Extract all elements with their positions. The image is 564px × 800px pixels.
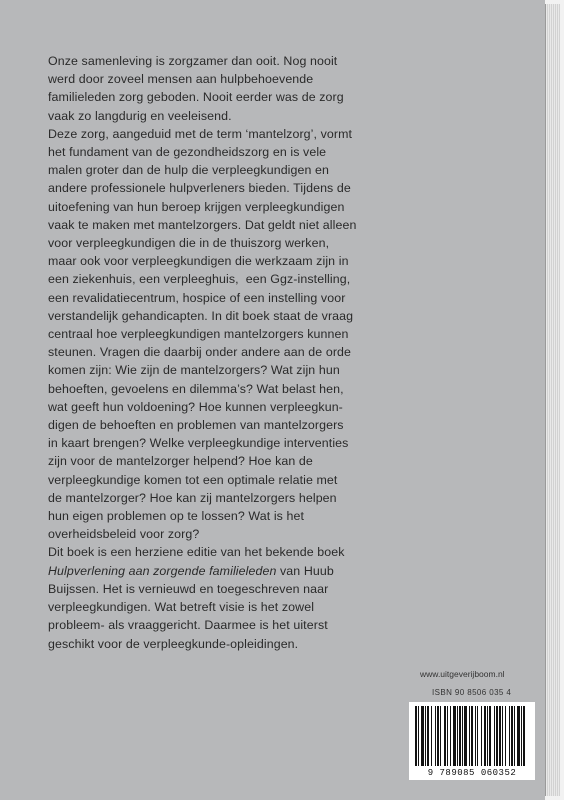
barcode-bar <box>505 706 506 766</box>
barcode-bar <box>514 706 515 766</box>
barcode-bar <box>471 706 473 766</box>
blurb-text <box>48 52 528 653</box>
text-line: in kaart brengen? Welke verpleegkundige interventies <box>48 436 349 451</box>
barcode-bar <box>509 706 510 766</box>
text-line: Onze samenleving is zorgzamer dan ooit. Nog nooit <box>48 54 338 68</box>
barcode-bar <box>459 706 461 766</box>
text-line: digen de behoeften en problemen van mantelzorgers <box>48 418 344 433</box>
barcode-bar <box>425 706 426 766</box>
barcode-bar <box>435 706 436 766</box>
text-line: voor verpleegkundigen die in de thuiszorg werken, <box>48 236 330 251</box>
text-line: een ziekenhuis, een verpleeghuis, een Ggz-instelling, <box>48 272 351 287</box>
text-line: centraal hoe verpleegkundigen mantelzorgers kunnen <box>48 327 349 342</box>
text-line: maar ook voor verpleegkundigen die werkzaam zijn in <box>48 254 349 269</box>
author-text: van Huub <box>276 563 334 578</box>
barcode-bar <box>431 706 432 766</box>
text-line: Deze zorg, aangeduid met de term ‘mantelzorg’, vormt <box>48 126 353 141</box>
barcode-bar <box>489 706 491 766</box>
paragraph-2 <box>48 125 528 544</box>
barcode-bar <box>477 706 478 766</box>
publisher-website: www.uitgeverijboom.nl <box>420 669 505 679</box>
barcode-bar <box>457 706 458 766</box>
barcode-bar <box>499 706 501 766</box>
text-line: komen zijn: Wie zijn de mantelzorgers? Wat zijn hun <box>48 363 340 378</box>
barcode-bar <box>444 706 446 766</box>
text-line: Buijssen. Het is vernieuwd en toegeschreven naar <box>48 581 329 596</box>
book-title-italic: Hulpverlening aan zorgende familieleden <box>48 563 277 578</box>
barcode-bar <box>418 706 419 766</box>
text-line: wat geeft hun voldoening? Hoe kunnen verpleegkun- <box>48 399 343 414</box>
barcode-bar <box>447 706 448 766</box>
barcode-bar <box>494 706 495 766</box>
text-line: het fundament van de gezondheidszorg en is vele <box>48 145 327 160</box>
barcode-bar <box>469 706 470 766</box>
text-line: vaak zo langdurig en veeleisend. <box>48 108 232 123</box>
page-edges <box>545 4 560 796</box>
text-line: andere professionele hulpverleners bieden. Tijdens de <box>48 181 351 196</box>
text-line: werd door zoveel mensen aan hulpbehoevende <box>48 72 314 87</box>
text-line: behoeften, gevoelens en dilemma’s? Wat belast hen, <box>48 381 344 396</box>
isbn-text: ISBN 90 8506 035 4 <box>432 688 512 697</box>
barcode-number: 9 789085 060352 <box>427 768 517 778</box>
text-line: malen groter dan de hulp die verpleegkundigen en <box>48 163 330 178</box>
text-line: verpleegkundigen. Wat betreft visie is het zowel <box>48 600 315 615</box>
text-line: familieleden zorg geboden. Nooit eerder was de zorg <box>48 90 344 105</box>
barcode-bar <box>521 706 522 766</box>
barcode-bar <box>453 706 456 766</box>
barcode-bar <box>464 706 467 766</box>
paragraph-3 <box>48 543 528 652</box>
barcode-bar <box>487 706 488 766</box>
text-line: zijn voor de mantelzorger helpend? Hoe kan de <box>48 454 313 469</box>
text-line <box>48 562 528 580</box>
barcode-bar <box>475 706 476 766</box>
text-line: verpleegkundige komen tot een optimale relatie met <box>48 472 338 487</box>
text-line: uitoefening van hun beroep krijgen verpleegkundigen <box>48 199 345 214</box>
text-line: steunen. Vragen die daarbij onder andere aan de orde <box>48 345 352 360</box>
barcode-bar <box>496 706 498 766</box>
text-line: overheidsbeleid voor zorg? <box>48 527 200 542</box>
barcode <box>409 702 535 780</box>
text-line: probleem- als vraaggericht. Daarmee is het uiterst <box>48 618 328 633</box>
text-line: hun eigen problemen op te lossen? Wat is het <box>48 509 305 524</box>
barcode-bar <box>511 706 513 766</box>
barcode-bar <box>440 706 441 766</box>
text-line: Dit boek is een herziene editie van het bekende boek <box>48 545 345 560</box>
text-line: de mantelzorger? Hoe kan zij mantelzorgers helpen <box>48 490 337 505</box>
barcode-bar <box>462 706 463 766</box>
barcode-bar <box>484 706 486 766</box>
barcode-bar <box>502 706 503 766</box>
barcode-bars <box>415 706 529 768</box>
text-line: geschikt voor de verpleegkunde-opleidingen. <box>48 636 299 651</box>
barcode-bar <box>517 706 520 766</box>
paragraph-1 <box>48 52 528 125</box>
barcode-bar <box>437 706 439 766</box>
barcode-bar <box>415 706 417 766</box>
barcode-bar <box>481 706 482 766</box>
barcode-bar <box>523 706 525 766</box>
text-line: vaak te maken met mantelzorgers. Dat geldt niet alleen <box>48 217 357 232</box>
barcode-bar <box>427 706 429 766</box>
barcode-bar <box>421 706 424 766</box>
text-line: verstandelijk gehandicapten. In dit boek staat de vraag <box>48 308 354 323</box>
barcode-bar <box>450 706 451 766</box>
text-line: een revalidatiecentrum, hospice of een instelling voor <box>48 290 346 305</box>
